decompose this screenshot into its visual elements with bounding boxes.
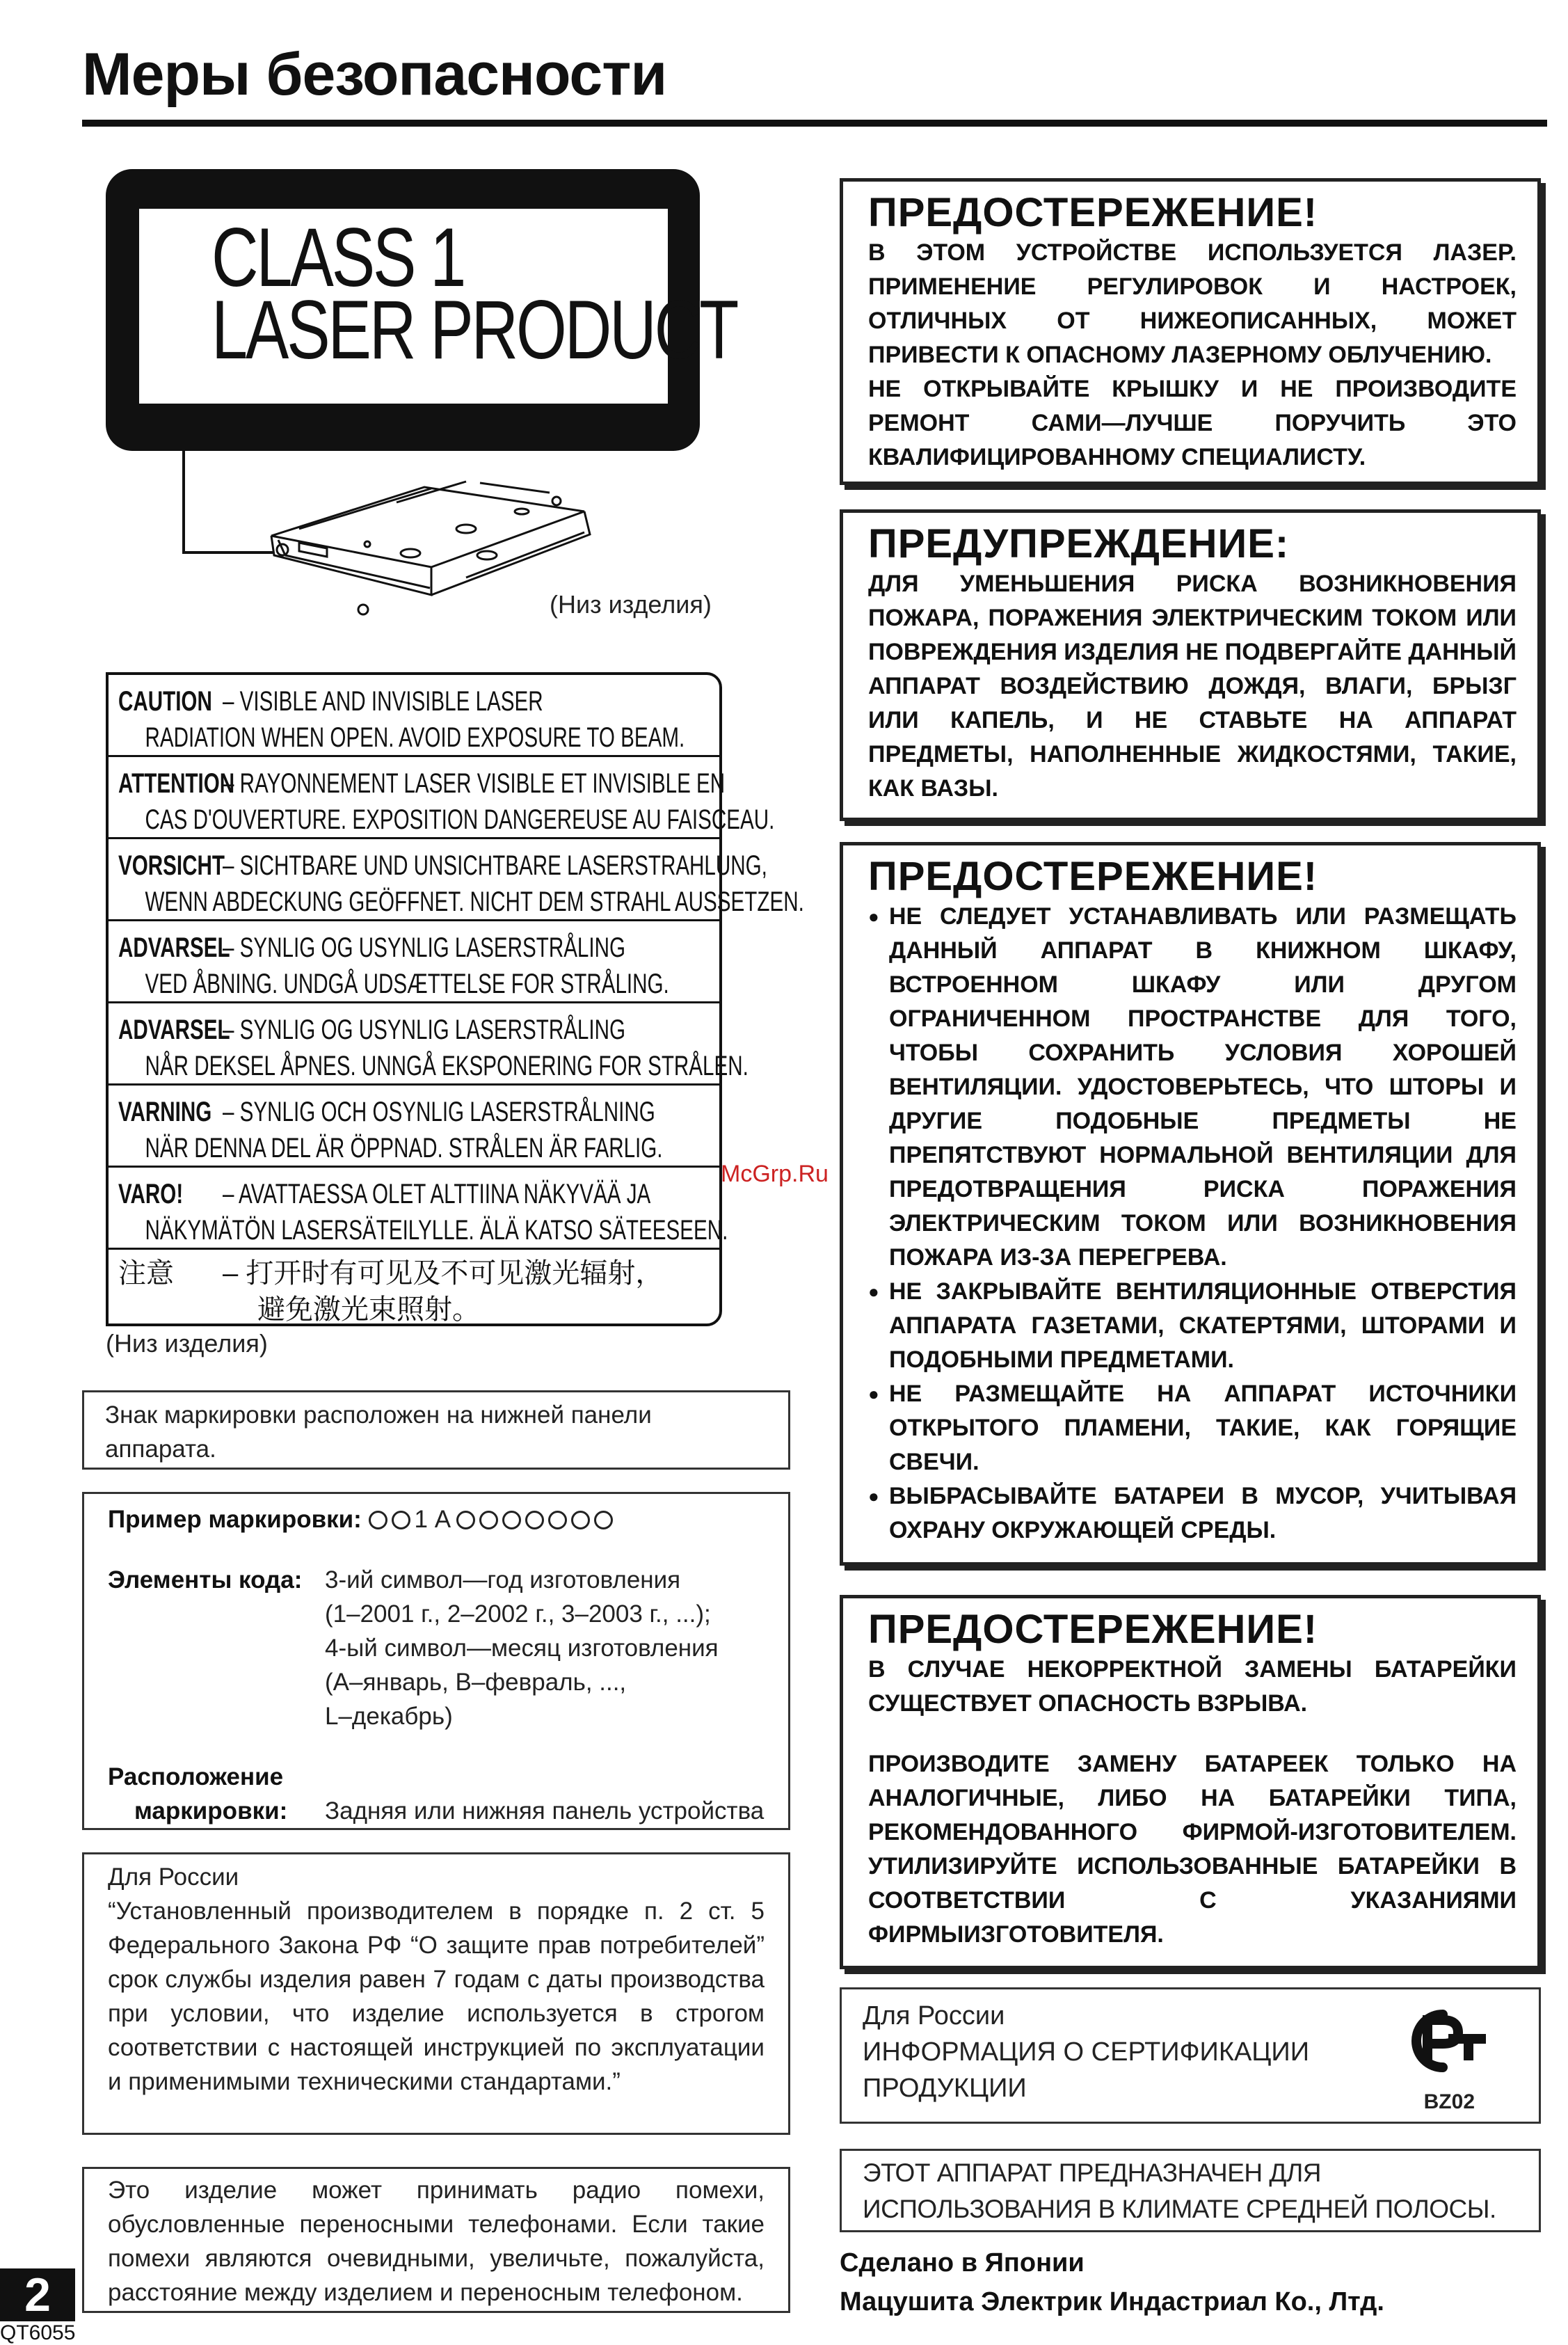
- certification-box: [840, 1987, 1541, 2124]
- code-element-line: 4-ый символ—месяц изготовления: [325, 1635, 719, 1662]
- caution-text: – 打开时有可见及不可见激光辐射，: [223, 1258, 664, 1289]
- laser-label-line2: LASER PRODUCT: [211, 283, 737, 376]
- title-rule: [82, 120, 1547, 127]
- page-title: Меры безопасности: [82, 41, 667, 108]
- laser-warning-box: [840, 178, 1541, 485]
- service-life-heading: Для России: [108, 1863, 239, 1891]
- code-fixed-chars: 1 A: [414, 1506, 450, 1533]
- ventilation-warning-box: [840, 842, 1541, 1566]
- radio-interference-note: Это изделие может принимать радио помехи, обусловленные переносными телефонами. Если такие помехи являются очевидными, увеличьте, пожалуйста, расстояние между изделием и переносным телефоном.: [82, 2167, 790, 2313]
- caution-text: – VISIBLE AND INVISIBLE LASER: [223, 686, 543, 717]
- code-elements-list: [325, 1563, 719, 1733]
- battery-warning-box: [840, 1595, 1541, 1969]
- marking-example-label: Пример маркировки:: [108, 1506, 362, 1533]
- warning-text: В СЛУЧАЕ НЕКОРРЕКТНОЙ ЗАМЕНЫ БАТАРЕЙКИ СУЩЕСТВУЕТ ОПАСНОСТЬ ВЗРЫВА.: [868, 1656, 1517, 1717]
- warning-title: ПРЕДУПРЕЖДЕНИЕ:: [868, 521, 1290, 566]
- marking-location-value: Задняя или нижняя панель устройства: [325, 1797, 765, 1825]
- circle-symbol: [502, 1511, 521, 1529]
- code-elements-label: Элементы кода:: [108, 1566, 303, 1593]
- code-symbols: [369, 1506, 617, 1533]
- service-life-note: [82, 1852, 790, 2135]
- caution-text: 避免激光束照射。: [257, 1294, 480, 1325]
- manufacturer-name: Мацушита Электрик Индастриал Ко., Лтд.: [840, 2287, 1384, 2316]
- caution-text: – AVATTAESSA OLET ALTTIINA NÄKYVÄÄ JA: [223, 1179, 651, 1209]
- circle-symbol: [456, 1511, 475, 1529]
- caution-text: RADIATION WHEN OPEN. AVOID EXPOSURE TO BEAM.: [145, 722, 685, 753]
- certification-line: ПРОДУКЦИИ: [863, 2074, 1027, 2103]
- caution-lang-label: ATTENTION: [118, 768, 235, 799]
- caution-text: NÅR DEKSEL ÅPNES. UNNGÅ EKSPONERING FOR STRÅLEN.: [145, 1051, 749, 1081]
- circle-symbol: [571, 1511, 590, 1529]
- warning-text: НЕ ОТКРЫВАЙТЕ КРЫШКУ И НЕ ПРОИЗВОДИТЕ РЕМОНТ САМИ—ЛУЧШЕ ПОРУЧИТЬ ЭТО КВАЛИФИЦИРОВАННОМУ СПЕЦИАЛИСТУ.: [868, 376, 1517, 470]
- certification-code: BZ02: [1423, 2090, 1475, 2113]
- caution-lang-label: VARO!: [118, 1179, 184, 1209]
- code-elements: [108, 1563, 765, 1733]
- warning-text: ДЛЯ УМЕНЬШЕНИЯ РИСКА ВОЗНИКНОВЕНИЯ ПОЖАРА, ПОРАЖЕНИЯ ЭЛЕКТРИЧЕСКИМ ТОКОМ ИЛИ ПОВРЕЖДЕНИЯ ИЗДЕЛИЯ НЕ ПОДВЕРГАЙТЕ ДАННЫЙ АППАРАТ ВОЗДЕЙСТВИЮ ДОЖДЯ, ВЛАГИ, БРЫЗГ ИЛИ КАПЕЛЬ, И НЕ СТАВЬТЕ НА АППАРАТ ПРЕДМЕТЫ, НАПОЛНЕННЫЕ ЖИДКОСТЯМИ, ТАКИЕ, КАК ВАЗЫ.: [868, 571, 1517, 802]
- warning-title: ПРЕДОСТЕРЕЖЕНИЕ!: [868, 854, 1318, 899]
- caution-lang-label: ADVARSEL: [118, 1015, 230, 1045]
- laser-label-line1: CLASS 1: [211, 211, 465, 304]
- manufacturer-info: [840, 2243, 1384, 2321]
- laser-class-label-text: [136, 206, 737, 406]
- caution-row: [109, 921, 719, 1003]
- caution-text: NÄKYMÄTÖN LASERSÄTEILYLLE. ÄLÄ KATSO SÄTEESEEN.: [145, 1215, 728, 1246]
- marking-location-row: [108, 1794, 765, 1828]
- warning-title: ПРЕДОСТЕРЕЖЕНИЕ!: [868, 1607, 1318, 1652]
- bottom-caption: (Низ изделия): [550, 590, 712, 619]
- caution-text: NÄR DENNA DEL ÄR ÖPPNAD. STRÅLEN ÄR FARLIG.: [145, 1133, 663, 1163]
- warning-item: ● ВЫБРАСЫВАЙТЕ БАТАРЕИ В МУСОР, УЧИТЫВАЯ ОХРАНУ ОКРУЖАЮЩЕЙ СРЕДЫ.: [868, 1479, 1517, 1548]
- caution-row: [109, 1086, 719, 1168]
- warning-item: ● НЕ СЛЕДУЕТ УСТАНАВЛИВАТЬ ИЛИ РАЗМЕЩАТЬ ДАННЫЙ АППАРАТ В КНИЖНОМ ШКАФУ, ВСТРОЕННОМ ШКАФУ ИЛИ ДРУГОМ ОГРАНИЧЕННОМ ПРОСТРАНСТВЕ ДЛЯ ТОГО, ЧТОБЫ СОХРАНИТЬ УСЛОВИЯ ХОРОШЕЙ ВЕНТИЛЯЦИИ. УДОСТОВЕРЬТЕСЬ, ЧТО ШТОРЫ И ДРУГИЕ ПОДОБНЫЕ ПРЕДМЕТЫ НЕ ПРЕПЯТСТВУЮТ НОРМАЛЬНОЙ ВЕНТИЛЯЦИИ ДЛЯ ПРЕДОТВРАЩЕНИЯ РИСКА ПОРАЖЕНИЯ ЭЛЕКТРИЧЕСКИМ ТОКОМ ИЛИ ВОЗНИКНОВЕНИЯ ПОЖАРА ИЗ-ЗА ПЕРЕГРЕВА.: [868, 900, 1517, 1275]
- caution-row: [109, 839, 804, 921]
- code-element-line: L–декабрь): [325, 1703, 453, 1730]
- rst-certification-logo: [1400, 2002, 1489, 2076]
- circle-symbol: [369, 1511, 387, 1529]
- caution-row: [109, 757, 775, 839]
- caution-text: – SYNLIG OCH OSYNLIG LASERSTRÅLNING: [223, 1097, 655, 1127]
- warning-item: ● НЕ РАЗМЕЩАЙТЕ НА АППАРАТ ИСТОЧНИКИ ОТКРЫТОГО ПЛАМЕНИ, ТАКИЕ, КАК ГОРЯЩИЕ СВЕЧИ.: [868, 1377, 1517, 1479]
- document-code: QT6055: [0, 2321, 76, 2344]
- made-in-country: Сделано в Японии: [840, 2248, 1085, 2278]
- code-element-line: 3-ий символ—год изготовления: [325, 1566, 681, 1593]
- warning-item: ● НЕ ЗАКРЫВАЙТЕ ВЕНТИЛЯЦИОННЫЕ ОТВЕРСТИЯ АППАРАТА ГАЗЕТАМИ, СКАТЕРТЯМИ, ШТОРАМИ И ПОДОБНЫМИ ПРЕДМЕТАМИ.: [868, 1275, 1517, 1377]
- circle-symbol: [594, 1511, 613, 1529]
- circle-symbol: [548, 1511, 567, 1529]
- moisture-warning-box: [840, 509, 1541, 821]
- marking-example-box: [82, 1492, 790, 1830]
- code-element-line: (1–2001 г., 2–2002 г., 3–2003 г., ...);: [325, 1600, 711, 1628]
- caution-text: WENN ABDECKUNG GEÖFFNET. NICHT DEM STRAHL AUSSETZEN.: [145, 887, 804, 917]
- caution-row: [109, 1003, 749, 1086]
- caution-lang-label: ADVARSEL: [118, 932, 230, 963]
- service-life-text: “Установленный производителем в порядке п. 2 ст. 5 Федерального Закона РФ “О защите прав потребителей” срок службы изделия равен 7 годам с даты производства при условии, что изделие используется в строгом соответствии с настоящей инструкцией по эксплуатации и применимыми техническими стандартами.”: [108, 1898, 765, 2095]
- caution-text: CAS D'OUVERTURE. EXPOSITION DANGEREUSE AU FAISCEAU.: [145, 804, 775, 835]
- circle-symbol: [525, 1511, 544, 1529]
- spacer: [868, 1721, 1517, 1747]
- circle-symbol: [479, 1511, 498, 1529]
- watermark: McGrp.Ru: [721, 1161, 829, 1187]
- caution-lang-label: VORSICHT: [118, 850, 225, 881]
- warning-list: [868, 900, 1517, 1548]
- caution-lang-label: 注意: [118, 1258, 174, 1289]
- certification-heading: Для России: [863, 2001, 1005, 2030]
- marking-location-label: маркировки:: [134, 1797, 288, 1825]
- page-number: 2: [0, 2268, 75, 2321]
- caution-row-chinese: [109, 1250, 719, 1326]
- circle-symbol: [392, 1511, 410, 1529]
- marking-location-note: Знак маркировки расположен на нижней панели аппарата.: [82, 1390, 790, 1470]
- code-element-line: (A–январь, B–февраль, ...,: [325, 1669, 627, 1696]
- caution-text: – SICHTBARE UND UNSICHTBARE LASERSTRAHLUNG,: [223, 850, 767, 881]
- marking-location-label: Расположение: [108, 1763, 284, 1790]
- certification-line: ИНФОРМАЦИЯ О СЕРТИФИКАЦИИ: [863, 2037, 1310, 2067]
- caution-lang-label: VARNING: [118, 1097, 212, 1127]
- warning-title: ПРЕДОСТЕРЕЖЕНИЕ!: [868, 190, 1318, 235]
- caution-text: – RAYONNEMENT LASER VISIBLE ET INVISIBLE EN: [223, 768, 726, 799]
- caution-row: [109, 1168, 728, 1250]
- caution-row: [109, 675, 719, 757]
- caution-text: – SYNLIG OG USYNLIG LASERSTRÅLING: [223, 1015, 626, 1045]
- caution-lang-label: CAUTION: [118, 686, 212, 717]
- bottom-caption: (Низ изделия): [106, 1329, 268, 1358]
- marking-location: [108, 1760, 765, 1828]
- warning-text: В ЭТОМ УСТРОЙСТВЕ ИСПОЛЬЗУЕТСЯ ЛАЗЕР. ПРИМЕНЕНИЕ РЕГУЛИРОВОК И НАСТРОЕК, ОТЛИЧНЫХ ОТ НИЖЕОПИСАННЫХ, МОЖЕТ ПРИВЕСТИ К ОПАСНОМУ ЛАЗЕРНОМУ ОБЛУЧЕНИЮ.: [868, 239, 1517, 368]
- device-illustration: [257, 473, 619, 647]
- caution-text: – SYNLIG OG USYNLIG LASERSTRÅLING: [223, 932, 626, 963]
- marking-example-line: [108, 1502, 765, 1536]
- warning-text: ПРОИЗВОДИТЕ ЗАМЕНУ БАТАРЕЕК ТОЛЬКО НА АНАЛОГИЧНЫЕ, ЛИБО НА БАТАРЕЙКИ ТИПА, РЕКОМЕНДОВАННОГО ФИРМОЙ-ИЗГОТОВИТЕЛЕМ. УТИЛИЗИРУЙТЕ ИСПОЛЬЗОВАННЫЕ БАТАРЕЙКИ В СООТВЕТСТВИИ С УКАЗАНИЯМИ ФИРМЫИЗГОТОВИТЕЛЯ.: [868, 1751, 1517, 1948]
- caution-text: VED ÅBNING. UNDGÅ UDSÆTTELSE FOR STRÅLING.: [145, 969, 669, 999]
- climate-note: ЭТОТ АППАРАТ ПРЕДНАЗНАЧЕН ДЛЯ ИСПОЛЬЗОВАНИЯ В КЛИМАТЕ СРЕДНЕЙ ПОЛОСЫ.: [840, 2149, 1541, 2232]
- leader-line: [182, 451, 185, 553]
